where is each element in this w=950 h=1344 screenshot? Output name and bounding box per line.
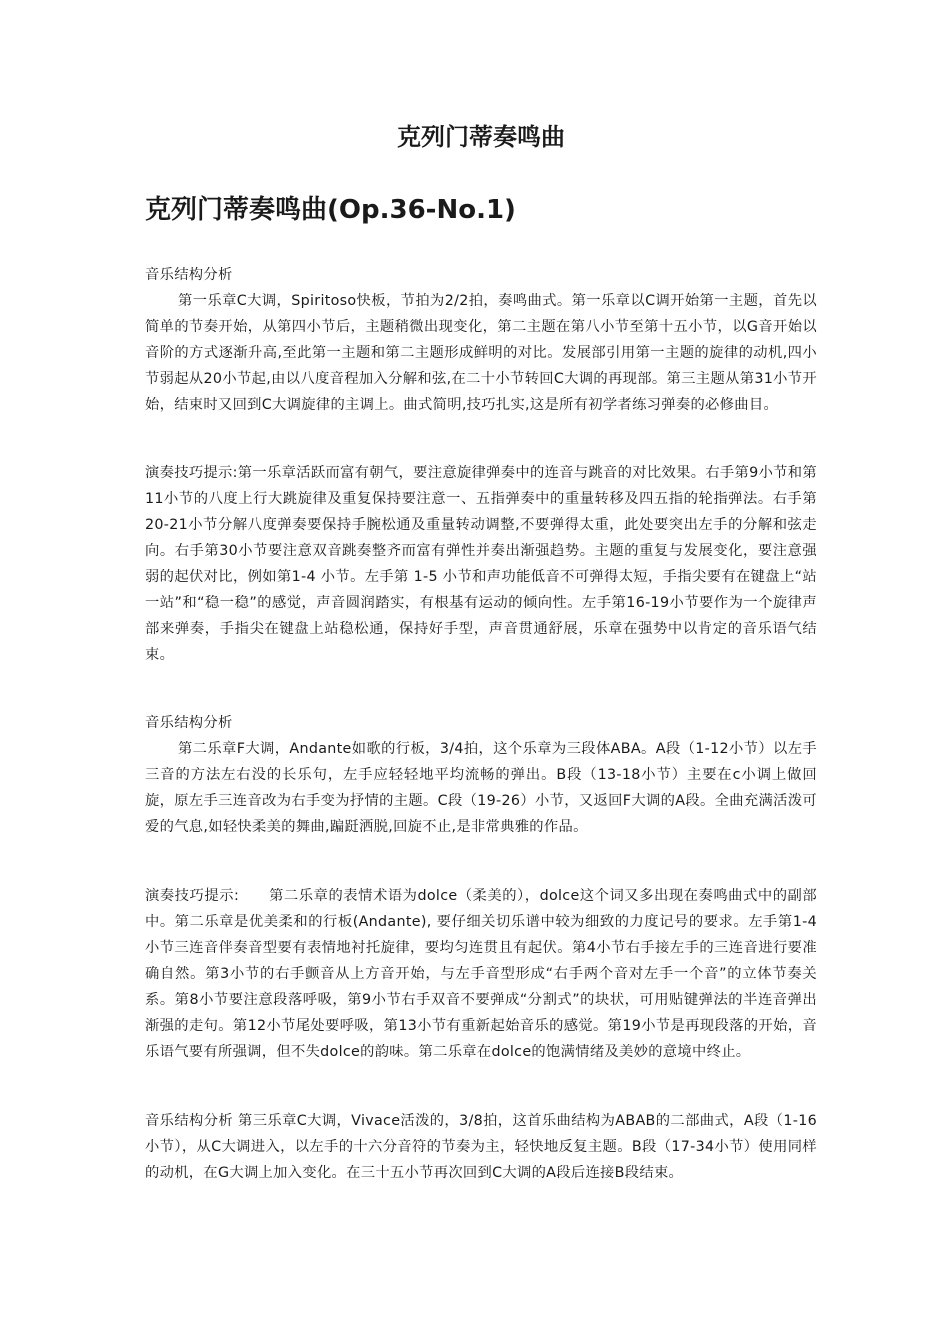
- performance-tips-movement-1: [145, 460, 817, 668]
- section-body: 第一乐章C大调，Spiritoso快板，节拍为2/2拍，奏鸣曲式。第一乐章以C调开始第一主题，首先以简单的节奏开始，从第四小节后，主题稍微出现变化，第二主题在第八小节至第十五小节，以G音开始以音阶的方式逐渐升高,至此第一主题和第二主题形成鲜明的对比。发展部引用第一主题的旋律的动机,四小节弱起从20小节起,由以八度音程加入分解和弦,在二十小节转回C大调的再现部。第三主题从第31小节开始，结束时又回到C大调旋律的主调上。曲式简明,技巧扎实,这是所有初学者练习弹奏的必修曲目。: [145, 293, 817, 413]
- section-label: 音乐结构分析: [145, 267, 233, 283]
- section-body: 演奏技巧提示:第一乐章活跃而富有朝气，要注意旋律弹奏中的连音与跳音的对比效果。右手第9小节和第11小节的八度上行大跳旋律及重复保持要注意一、五指弹奏中的重量转移及四五指的轮指弹法。右手第20-21小节分解八度弹奏要保持手腕松通及重量转动调整,不要弹得太重，此处要突出左手的分解和弦走向。右手第30小节要注意双音跳奏整齐而富有弹性并奏出渐强趋势。主题的重复与发展变化，要注意强弱的起伏对比，例如第1-4 小节。左手第 1-5 小节和声功能低音不可弹得太短，手指尖要有在键盘上“站一站”和“稳一稳”的感觉，声音圆润踏实，有根基有运动的倾向性。左手第16-19小节要作为一个旋律声部来弹奏，手指尖在键盘上站稳松通，保持好手型，声音贯通舒展，乐章在强势中以肯定的音乐语气结束。: [145, 465, 817, 663]
- structure-analysis-movement-2: [145, 710, 817, 840]
- section-body: 音乐结构分析 第三乐章C大调，Vivace活泼的，3/8拍，这首乐曲结构为ABAB的二部曲式，A段（1-16小节），从C大调进入，以左手的十六分音符的节奏为主，轻快地反复主题。B段（17-34小节）使用同样的动机，在G大调上加入变化。在三十五小节再次回到C大调的A段后连接B段结束。: [145, 1113, 817, 1181]
- document-title: 克列门蒂奏鸣曲: [397, 123, 565, 151]
- structure-analysis-movement-3: [145, 1108, 817, 1186]
- performance-tips-movement-2: [145, 883, 817, 1065]
- section-label: 音乐结构分析: [145, 715, 233, 731]
- structure-analysis-movement-1: [145, 262, 817, 418]
- sonata-heading: 克列门蒂奏鸣曲(Op.36-No.1): [145, 195, 516, 225]
- section-body: 演奏技巧提示: 第二乐章的表情术语为dolce（柔美的），dolce这个词又多出现在奏鸣曲式中的副部中。第二乐章是优美柔和的行板(Andante), 要仔细关切乐谱中较为细致的力度记号的要求。左手第1-4小节三连音伴奏音型要有表情地衬托旋律，要均匀连贯且有起伏。第4小节右手接左手的三连音进行要准确自然。第3小节的右手颤音从上方音开始，与左手音型形成“右手两个音对左手一个音”的立体节奏关系。第8小节要注意段落呼吸，第9小节右手双音不要弹成“分割式”的块状，可用贴键弹法的半连音弹出渐强的走句。第12小节尾处要呼吸，第13小节有重新起始音乐的感觉。第19小节是再现段落的开始，音乐语气要有所强调，但不失dolce的韵味。第二乐章在dolce的饱满情绪及美妙的意境中终止。: [145, 888, 817, 1060]
- section-body: 第二乐章F大调，Andante如歌的行板，3/4拍，这个乐章为三段体ABA。A段（1-12小节）以左手三音的方法左右没的长乐句，左手应轻轻地平均流畅的弹出。B段（13-18小节）主要在c小调上做回旋，原左手三连音改为右手变为抒情的主题。C段（19-26）小节，又返回F大调的A段。全曲充满活泼可爱的气息,如轻快柔美的舞曲,蹁跹洒脱,回旋不止,是非常典雅的作品。: [145, 741, 817, 835]
